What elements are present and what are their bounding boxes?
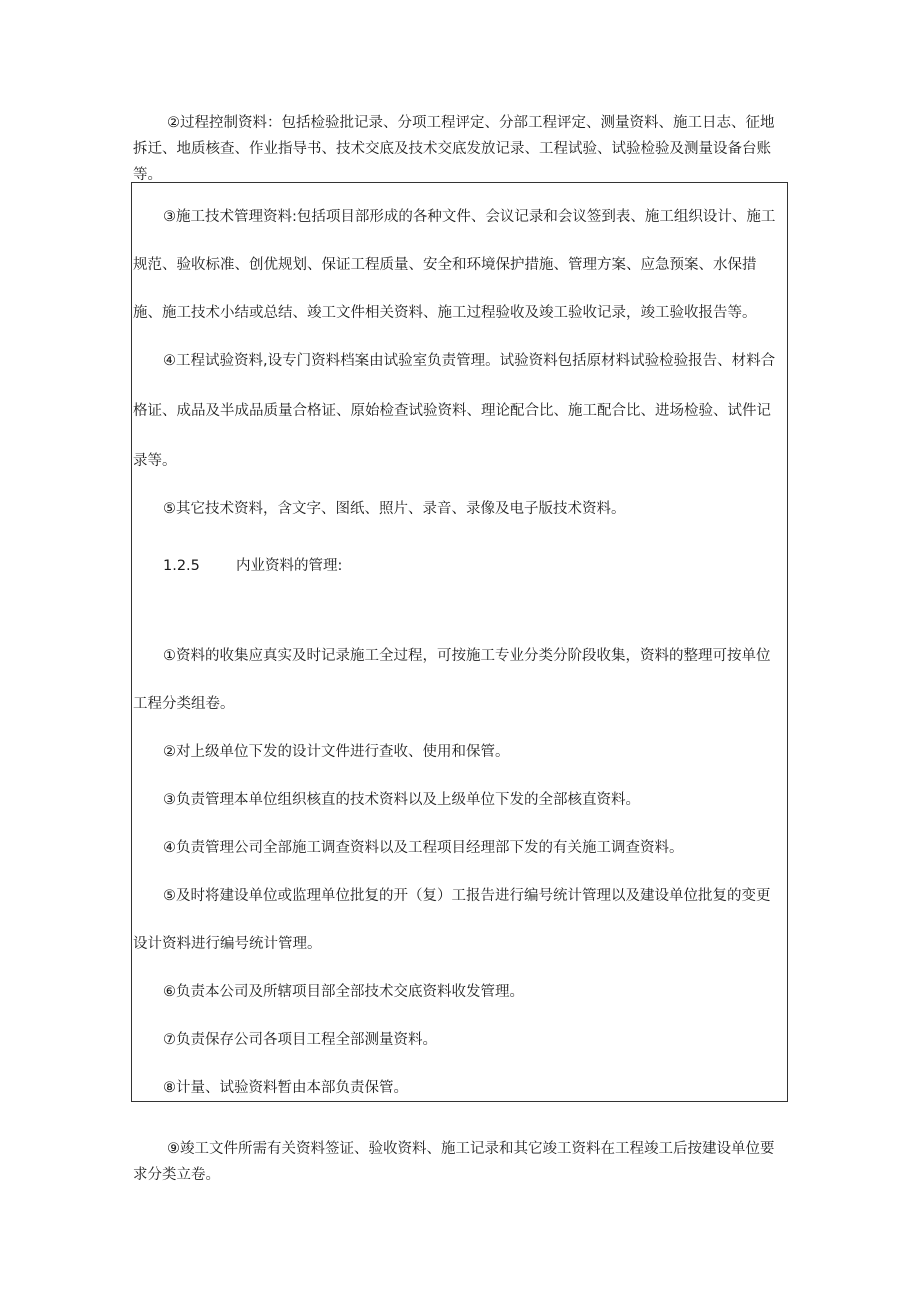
item4-line-2: 格证、成品及半成品质量合格证、原始检查试验资料、理论配合比、施工配合比、进场检验、试件记 — [133, 403, 771, 419]
mgmt-item-3: ③负责管理本单位组织核直的技术资料以及上级单位下发的全部核直资料。 — [163, 792, 640, 808]
process-control-line-1: ②过程控制资料：包括检验批记录、分项工程评定、分部工程评定、测量资料、施工日志、征地 — [167, 115, 775, 131]
completion-docs-paragraph — [133, 1136, 793, 1188]
mgmt-item-2: ②对上级单位下发的设计文件进行查收、使用和保管。 — [163, 744, 510, 760]
mgmt-item-4: ④负责管理公司全部施工调查资料以及工程项目经理部下发的有关施工调查资料。 — [163, 840, 684, 856]
item5-line: ⑤其它技术资料，含文字、图纸、照片、录音、录像及电子版技术资料。 — [163, 501, 626, 517]
mgmt-item-1-line-2: 工程分类组卷。 — [133, 696, 235, 712]
completion-docs-line-1: ⑨竣工文件所需有关资料签证、验收资料、施工记录和其它竣工资料在工程竣工后按建设单位要 — [167, 1141, 775, 1157]
mgmt-item-1-line-1: ①资料的收集应真实及时记录施工全过程，可按施工专业分类分阶段收集，资料的整理可按单位 — [163, 648, 771, 664]
mgmt-item-5-line-1: ⑤及时将建设单位或监理单位批复的开（复）工报告进行编号统计管理以及建设单位批复的变更 — [163, 888, 771, 904]
item3-line-3: 施、施工技术小结或总结、竣工文件相关资料、施工过程验收及竣工验收记录，竣工验收报告等。 — [133, 305, 757, 321]
completion-docs-line-2: 求分类立卷。 — [133, 1167, 220, 1183]
mgmt-item-5-line-2: 设计资料进行编号统计管理。 — [133, 936, 322, 952]
item4-line-3: 录等。 — [133, 453, 177, 469]
item4-line-1: ④工程试验资料,设专门资料档案由试验室负责管理。试验资料包括原材料试验检验报告、材料合 — [163, 353, 776, 369]
mgmt-item-7: ⑦负责保存公司各项目工程全部测量资料。 — [163, 1032, 437, 1048]
process-control-line-2: 拆迁、地质核查、作业指导书、技术交底及技术交底发放记录、工程试验、试验检验及测量设备台账 — [133, 141, 771, 157]
section-number: 1.2.5 — [163, 558, 200, 574]
mgmt-item-8: ⑧计量、试验资料暂由本部负责保管。 — [163, 1080, 408, 1096]
process-control-paragraph — [133, 110, 793, 188]
item3-line-2: 规范、验收标准、创优规划、保证工程质量、安全和环境保护措施、管理方案、应急预案、水保措 — [133, 257, 757, 273]
process-control-line-3: 等。 — [133, 167, 162, 183]
mgmt-item-6: ⑥负责本公司及所辖项目部全部技术交底资料收发管理。 — [163, 984, 524, 1000]
section-title: 内业资料的管理: — [236, 558, 343, 574]
item3-line-1: ③施工技术管理资料:包括项目部形成的各种文件、会议记录和会议签到表、施工组织设计、施工 — [163, 209, 776, 225]
